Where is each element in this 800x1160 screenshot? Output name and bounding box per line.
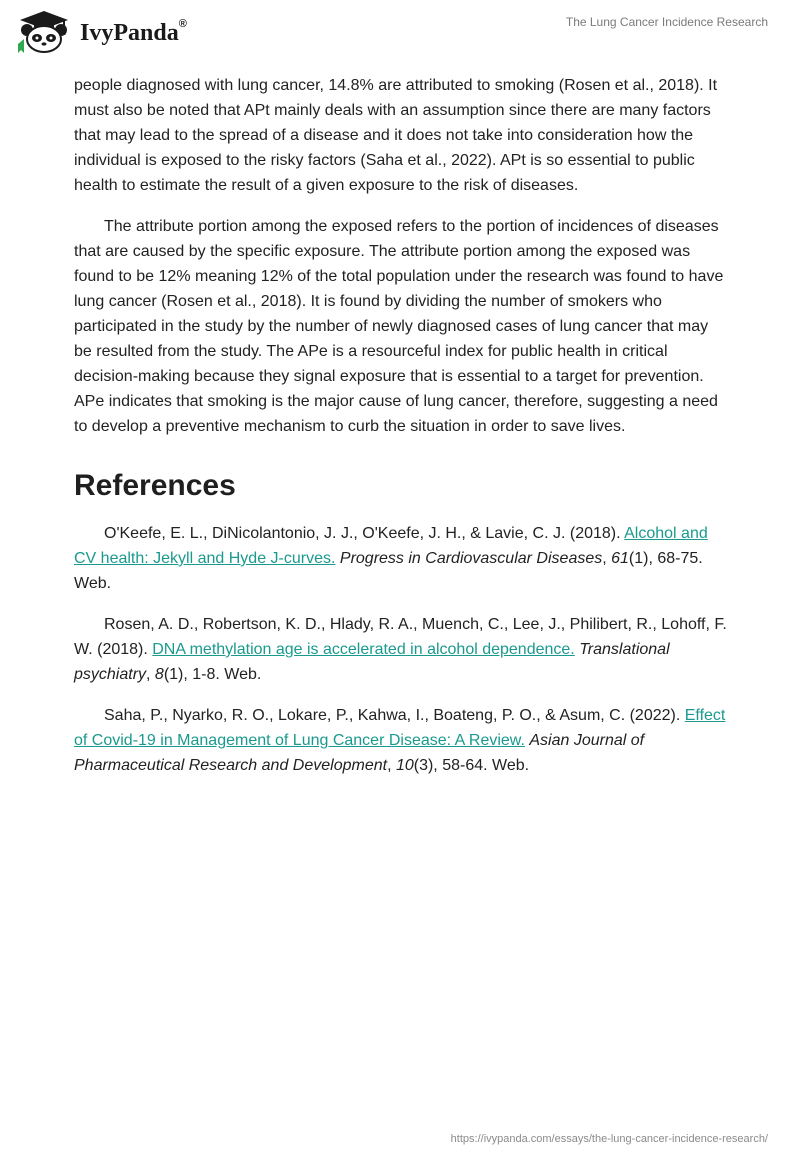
- ivypanda-logo[interactable]: [12, 8, 187, 54]
- reference-journal: Asian Journal of Pharmaceutical Research and Development: [74, 732, 645, 774]
- article-content: [74, 73, 728, 794]
- reference-entry: Rosen, A. D., Robertson, K. D., Hlady, R. A., Muench, C., Lee, J., Philibert, R., Lohoff, F. W. (2018). DNA methylation age is accelerated in alcohol dependence. Translational psychiatry, 8(1), 1-8. Web.: [74, 616, 727, 683]
- page-header: [0, 0, 800, 70]
- reference-authors: Rosen, A. D., Robertson, K. D., Hlady, R. A., Muench, C., Lee, J., Philibert, R., Lohoff, F. W. (2018).: [74, 616, 727, 658]
- reference-entry: O'Keefe, E. L., DiNicolantonio, J. J., O'Keefe, J. H., & Lavie, C. J. (2018). Alcohol and CV health: Jekyll and Hyde J-curves. Progress in Cardiovascular Diseases, 61(1), 68-75. Web.: [74, 525, 708, 592]
- reference-entry: Saha, P., Nyarko, R. O., Lokare, P., Kahwa, I., Boateng, P. O., & Asum, C. (2022). Effect of Covid-19 in Management of Lung Cancer Disease: A Review. Asian Journal of Pharmaceutical Research and Development, 10(3), 58-64. Web.: [74, 707, 726, 774]
- reference-link[interactable]: DNA methylation age is accelerated in alcohol dependence.: [152, 641, 575, 658]
- body-paragraph: people diagnosed with lung cancer, 14.8% are attributed to smoking (Rosen et al., 2018). It must also be noted that APt mainly deals with an assumption since there are many factors that may lead to the spread of a disease and it does not take into consideration how the individual is exposed to the risky factors (Saha et al., 2022). APt is so essential to public health to estimate the result of a given exposure to the risk of diseases.: [74, 77, 718, 194]
- reference-journal: Progress in Cardiovascular Diseases: [339, 550, 603, 567]
- reference-details: (1), 1-8. Web.: [163, 666, 262, 683]
- reference-link[interactable]: Alcohol and CV health: Jekyll and Hyde J-curves.: [74, 525, 708, 567]
- body-paragraph: The attribute portion among the exposed refers to the portion of incidences of diseases that are caused by the specific exposure. The attribute portion among the exposed was found to be 12% meaning 12% of the total population under the research was found to have lung cancer (Rosen et al., 2018). It is found by dividing the number of smokers who participated in the study by the number of newly diagnosed cases of lung cancer that may be resulted from the study. The APe is a resourceful index for public health in critical decision-making because they signal exposure that is essential to a target for prevention. APe indicates that smoking is the major cause of lung cancer, therefore, suggesting a need to develop a preventive mechanism to curb the situation in order to save lives.: [74, 218, 724, 435]
- reference-volume: 8: [154, 666, 164, 683]
- reference-volume: 61: [611, 550, 629, 567]
- reference-details: (1), 68-75. Web.: [74, 550, 703, 592]
- reference-link[interactable]: Effect of Covid-19 in Management of Lung Cancer Disease: A Review.: [74, 707, 726, 749]
- reference-authors: Saha, P., Nyarko, R. O., Lokare, P., Kahwa, I., Boateng, P. O., & Asum, C. (2022).: [104, 707, 685, 724]
- document-title: The Lung Cancer Incidence Research: [565, 15, 768, 29]
- reference-journal: Translational psychiatry: [74, 641, 670, 683]
- panda-graduate-icon: [12, 8, 76, 54]
- reference-details: (3), 58-64. Web.: [413, 757, 530, 774]
- brand-name: IvyPanda®: [80, 17, 187, 46]
- reference-authors: O'Keefe, E. L., DiNicolantonio, J. J., O'Keefe, J. H., & Lavie, C. J. (2018).: [104, 525, 625, 542]
- footer-url: https://ivypanda.com/essays/the-lung-cancer-incidence-research/: [450, 1133, 768, 1145]
- references-heading: References: [74, 469, 236, 502]
- reference-volume: 10: [395, 757, 414, 774]
